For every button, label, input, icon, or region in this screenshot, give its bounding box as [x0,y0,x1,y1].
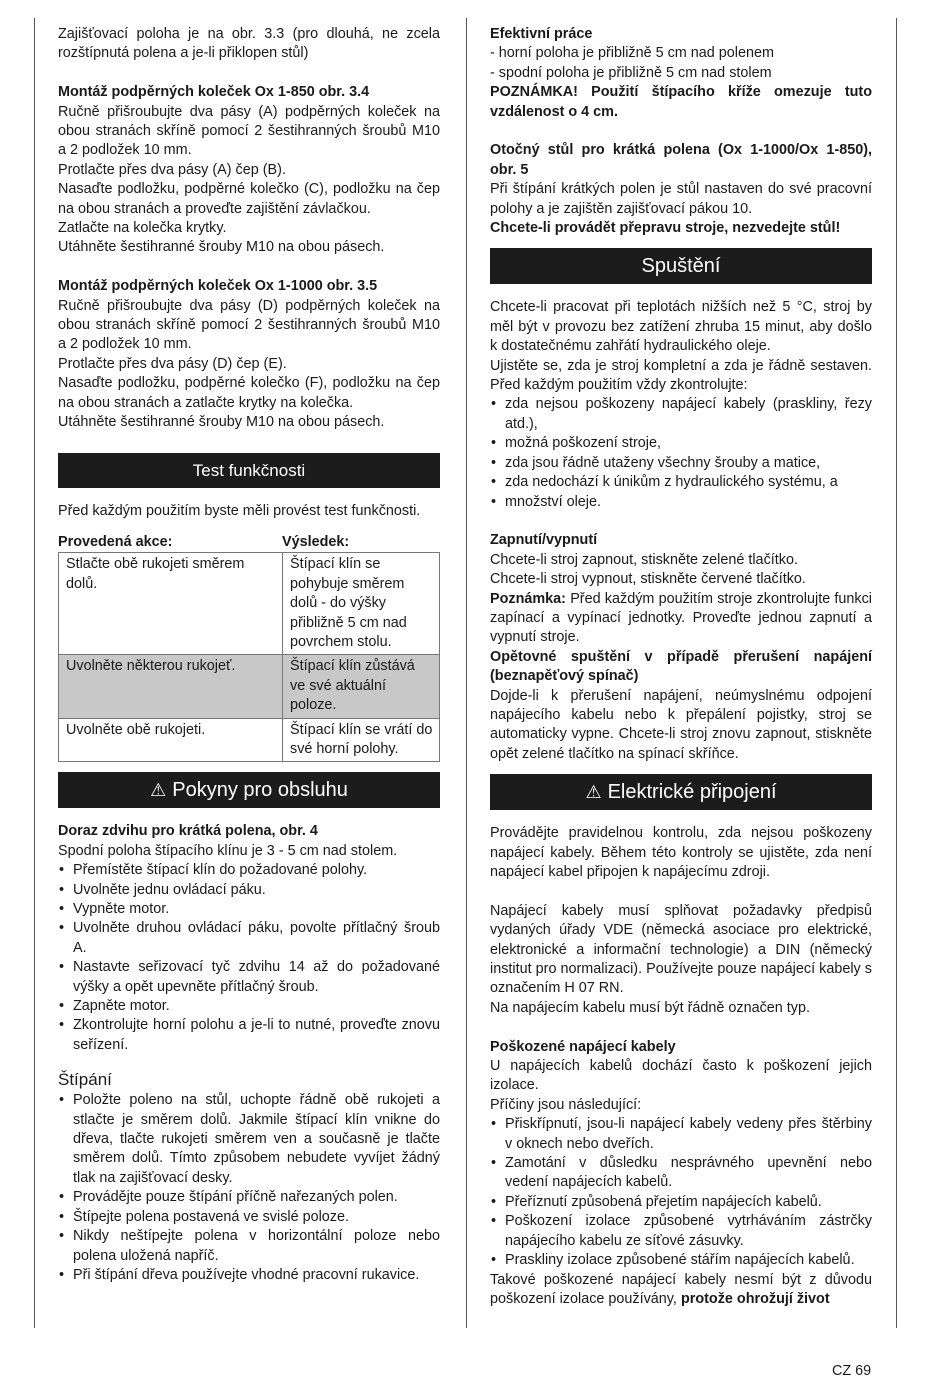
mount-850-heading: Montáž podpěrných koleček Ox 1-850 obr. 3.4 [58,84,370,101]
efficient-work-heading: Efektivní práce [490,26,593,42]
electrical-connection-banner [490,774,872,810]
action-cell: Uvolněte obě rukojeti. [59,718,283,762]
stroke-stop-heading: Doraz zdvihu pro krátká polena, obr. 4 [58,823,318,840]
list-item: • množství oleje. [490,493,872,512]
list-item: • Zkontrolujte horní polohu a je-li to nutné, proveďte znovu seřízení. [58,1016,440,1055]
result-cell: Štípací klín se vrátí do své horní polohy. [283,718,440,762]
electrical-text: Napájecí kabely musí splňovat požadavky předpisů vydaných úřady VDE (německá asociace pro elektrické, elektronické a informační technologie) a DIN (německý institut pro normalizaci). Používejte pouze napájecí kabely s označením H 07 RN. [490,902,872,997]
note-label: Poznámka: [490,590,566,607]
function-test-table [58,552,440,762]
mount-850-line: Protlačte přes dva pásy (A) čep (B). [58,161,286,178]
note-paragraph [490,590,872,648]
damaged-cables-text: U napájecích kabelů dochází často k poškození jejich izolace. [490,1058,872,1094]
operating-instructions-banner [58,772,440,808]
switch-off-text: Chcete-li stroj vypnout, stiskněte červené tlačítko. [490,571,806,588]
list-item: • Štípejte polena postavená ve svislé poloze. [58,1208,440,1227]
intro-paragraph: Zajišťovací poloha je na obr. 3.3 (pro dlouhá, ne zcela rozštípnutá polena a je-li přiklopen stůl) [58,26,440,62]
startup-checklist [490,395,872,511]
note-text: Před každým použitím stroje zkontrolujte funkci zapínací a vypínací jednotky. Proveďte jednou zapnutí a vypnutí stroje. [490,590,872,646]
mount-850-line: Utáhněte šestihranné šrouby M10 na obou pásech. [58,239,385,256]
mount-1000-line: Ručně přišroubujte dva pásy (D) podpěrných koleček na obou stranách skříně pomocí 2 šestihranných šroubů M10 a 2 podložek 10 mm. [58,297,440,353]
switch-on-text: Chcete-li stroj zapnout, stiskněte zelené tlačítko. [490,551,798,568]
electrical-text: Na napájecím kabelu musí být řádně označen typ. [490,999,810,1016]
final-text: Takové poškozené napájecí kabely nesmí být z důvodu poškození izolace používány, [490,1271,872,1307]
mount-850-line: Zatlačte na kolečka krytky. [58,220,227,237]
efficient-work-note: POZNÁMKA! Použití štípacího kříže omezuje tuto vzdálenost o 4 cm. [490,84,872,120]
page-number: CZ 69 [832,1363,872,1379]
final-bold-text: protože ohrožují život [680,1290,830,1307]
efficient-work-line: - spodní poloha je přibližně 5 cm nad stolem [490,64,772,81]
table-row [59,655,440,718]
rotary-table-heading: Otočný stůl pro krátká polena (Ox 1-1000/Ox 1-850), obr. 5 [490,142,872,178]
damaged-cables-heading: Poškozené napájecí kabely [490,1038,676,1055]
stroke-stop-intro: Spodní poloha štípacího klínu je 3 - 5 cm nad stolem. [58,842,398,859]
on-off-heading: Zapnutí/vypnutí [490,532,598,549]
list-item: • zda nedochází k únikům z hydraulického systému, a [490,473,872,492]
mount-1000-line: Utáhněte šestihranné šrouby M10 na obou pásech. [58,414,385,431]
list-item: • Nastavte seřizovací tyč zdvihu 14 až do požadované výšky a opět upevněte přítlačný šroub. [58,958,440,997]
splitting-heading: Štípání [58,1070,112,1090]
rotary-table-warning: Chcete-li provádět přepravu stroje, nezvedejte stůl! [490,220,841,237]
mount-850-line: Ručně přišroubujte dva pásy (A) podpěrných koleček na obou stranách skříně pomocí 2 šestihranných šroubů M10 a 2 podložek 10 mm. [58,103,440,159]
mount-1000-line: Protlačte přes dva pásy (D) čep (E). [58,355,287,372]
list-item: • Přiskřípnutí, jsou-li napájecí kabely vedeny přes štěrbiny v oknech nebo dveřích. [490,1115,872,1154]
startup-text: Ujistěte se, zda je stroj kompletní a zda je řádně sestaven. Před každým použitím vždy zkontrolujte: [490,357,872,394]
list-item: • Přeříznutí způsobená přejetím napájecích kabelů. [490,1193,872,1212]
startup-banner: Spuštění [490,248,872,284]
mount-1000-heading: Montáž podpěrných koleček Ox 1-1000 obr. 3.5 [58,278,378,295]
rotary-table-text: Při štípání krátkých polen je stůl nastaven do své pracovní polohy a je zajištěn zajišťovací pákou 10. [490,181,872,217]
list-item: • Zapněte motor. [58,997,440,1016]
result-column-header: Výsledek: [282,533,350,550]
result-cell: Štípací klín se pohybuje směrem dolů - do výšky přibližně 5 cm nad povrchem stolu. [283,553,440,655]
electrical-banner-label: Elektrické připojení [607,781,777,804]
list-item: • Provádějte pouze štípání příčně nařezaných polen. [58,1188,440,1207]
result-cell: Štípací klín zůstává ve své aktuální poloze. [283,655,440,718]
function-test-table-header [58,533,440,552]
table-row [59,553,440,655]
list-item: • Vypněte motor. [58,900,440,919]
warning-triangle-icon: ⚠ [150,780,167,801]
list-item: • možná poškození stroje, [490,434,872,453]
operating-banner-label: Pokyny pro obsluhu [172,779,348,802]
electrical-text: Provádějte pravidelnou kontrolu, zda nejsou poškozeny napájecí kabely. Během této kontroly se ujistěte, zda není napájecí kabel připojen k napájecímu zdroji. [490,825,872,880]
table-row [59,718,440,762]
stroke-stop-list [58,861,440,1055]
list-item: • Zamotání v důsledku nesprávného upevnění nebo vedení napájecích kabelů. [490,1154,872,1193]
list-item: • zda jsou řádně utaženy všechny šrouby a matice, [490,454,872,473]
list-item: • Přemístěte štípací klín do požadované polohy. [58,861,440,880]
center-rule [466,18,467,1328]
action-column-header: Provedená akce: [58,533,173,550]
list-item: • zda nejsou poškozeny napájecí kabely (praskliny, řezy atd.), [490,395,872,434]
list-item: • Nikdy neštípejte polena v horizontální poloze nebo polena uložená napříč. [58,1227,440,1266]
function-test-banner: Test funkčnosti [58,453,440,488]
warning-triangle-icon: ⚠ [585,782,602,803]
list-item: • Při štípání dřeva používejte vhodné pracovní rukavice. [58,1266,440,1285]
list-item: • Položte poleno na stůl, uchopte řádně obě rukojeti a stlačte je směrem dolů. Jakmile štípací klín vnikne do dřeva, tlačte rukojeti směrem ven a současně je tlačte směrem dolů. Tímto způsobem nebudete vyvíjet žádný tlak na zajišťovací desky. [58,1091,440,1188]
action-cell: Stlačte obě rukojeti směrem dolů. [59,553,283,655]
right-column [490,25,872,1309]
list-item: • Uvolněte druhou ovládací páku, povolte přítlačný šroub A. [58,919,440,958]
efficient-work-line: - horní poloha je přibližně 5 cm nad polenem [490,45,774,62]
left-margin-rule [34,18,35,1328]
left-column [58,25,440,1285]
startup-text: Chcete-li pracovat při teplotách nižších než 5 °C, stroj by měl být v provozu bez zatížení zhruba 15 minut, aby došlo k dostatečnému zahřátí hydraulického oleje. [490,299,872,355]
splitting-list [58,1091,440,1285]
mount-850-line: Nasaďte podložku, podpěrné kolečko (C), podložku na čep na obou stranách a proveďte zajištění závlačkou. [58,181,440,217]
right-margin-rule [896,18,897,1328]
restart-text: Dojde-li k přerušení napájení, neúmyslnému odpojení napájecího kabelu nebo k přepálení pojistky, stroj se automaticky vypne. Chcete-li stroj znovu zapnout, stiskněte opět zelené tlačítko na spínací skříňce. [490,687,872,762]
causes-list [490,1115,872,1270]
function-test-intro: Před každým použitím byste měli provést test funkčnosti. [58,502,421,519]
mount-1000-line: Nasaďte podložku, podpěrné kolečko (F), podložku na čep na obou stranách a zatlačte krytky na kolečka. [58,375,440,411]
restart-heading: Opětovné spuštění v případě přerušení napájení (beznapěťový spínač) [490,648,872,685]
action-cell: Uvolněte některou rukojeť. [59,655,283,718]
list-item: • Poškození izolace způsobené vytrháváním zástrčky napájecího kabelu ze síťové zásuvky. [490,1212,872,1251]
list-item: • Uvolněte jednu ovládací páku. [58,881,440,900]
list-item: • Praskliny izolace způsobené stářím napájecích kabelů. [490,1251,872,1270]
causes-label: Příčiny jsou následující: [490,1096,642,1113]
final-paragraph [490,1271,872,1310]
